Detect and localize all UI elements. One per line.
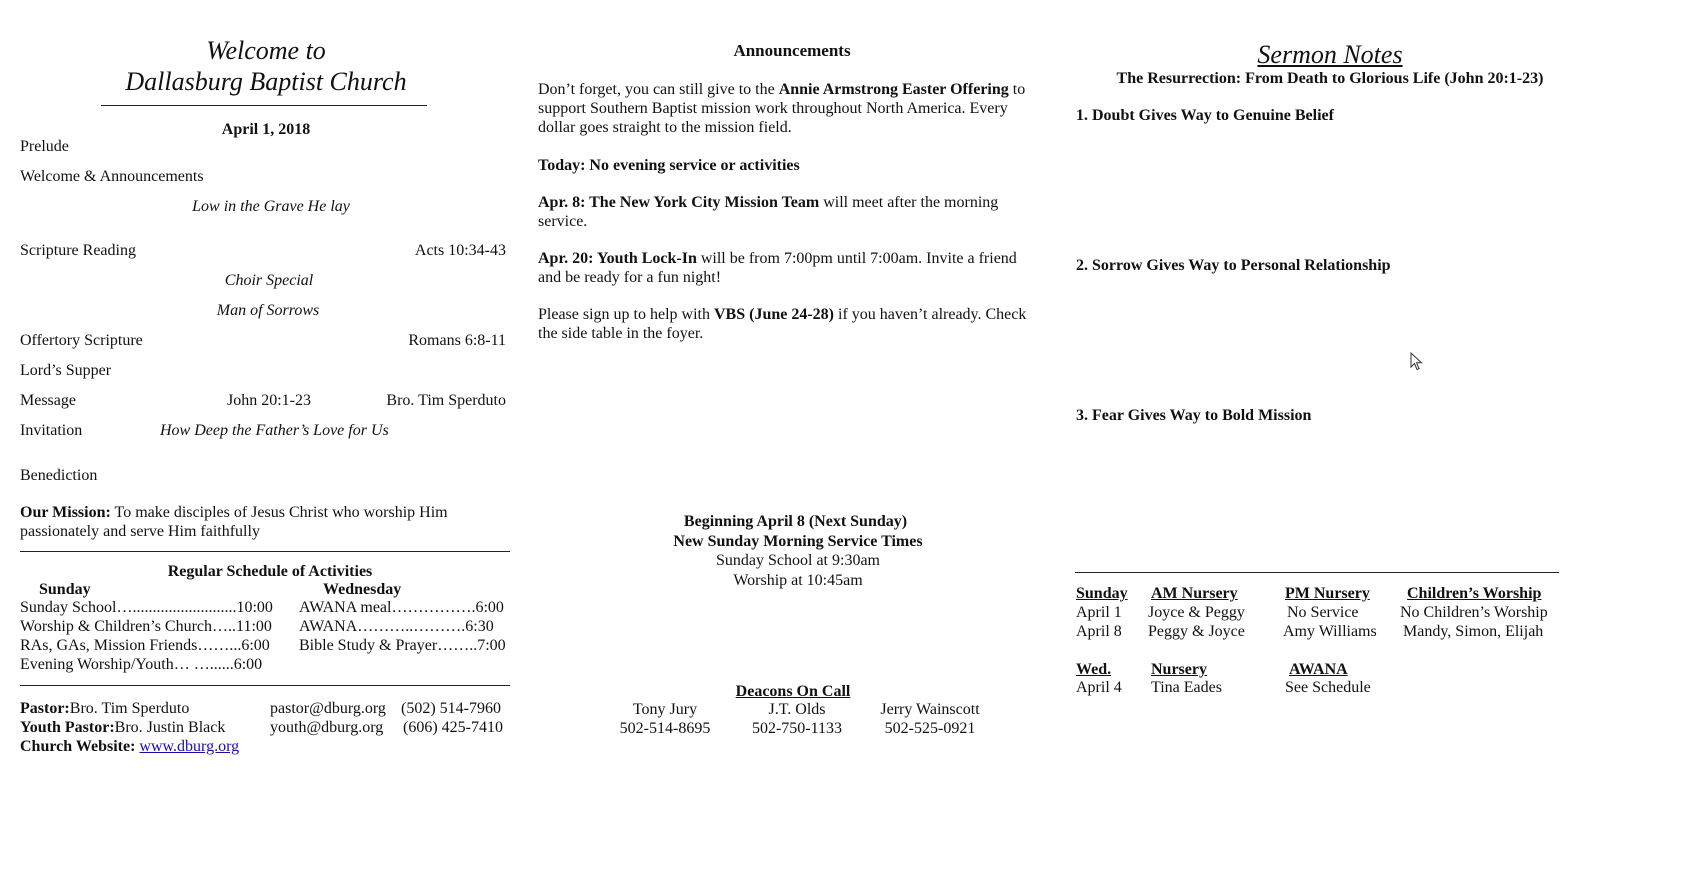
prelude-label: Prelude (20, 138, 69, 155)
announcements-title: Announcements (733, 41, 851, 60)
deacon-phone: 502-514-8695 (619, 720, 711, 737)
choir-song-title: Man of Sorrows (216, 302, 320, 319)
mouse-cursor-icon (1410, 352, 1424, 372)
deacon-name: J.T. Olds (768, 701, 826, 718)
sermon-point-1: 1. Doubt Gives Way to Genuine Belief (1076, 107, 1334, 124)
wednesday-cell: April 4 (1076, 679, 1122, 696)
nursery-cell: Peggy & Joyce (1148, 623, 1245, 640)
wednesday-schedule-item: AWANA meal…………….6:00 (299, 599, 504, 616)
message-ref: John 20:1-23 (227, 392, 311, 409)
nursery-cell: April 1 (1076, 604, 1122, 621)
announcement-vbs (538, 305, 1043, 343)
youth-pastor-phone: (606) 425-7410 (403, 719, 503, 736)
sermon-point-3: 3. Fear Gives Way to Bold Mission (1076, 407, 1312, 424)
youth-pastor-email[interactable]: youth@dburg.org (270, 719, 384, 736)
announcement-lock-in (538, 249, 1038, 287)
sermon-subtitle: The Resurrection: From Death to Glorious Life (John 20:1-23) (1116, 70, 1544, 87)
announcement-highlight: VBS (June 24-28) (713, 306, 834, 323)
announcement-text: to support Southern Baptist mission work throughout North America. Every dollar goes straight to the mission field. (538, 81, 1026, 136)
nursery-divider (1075, 572, 1559, 573)
mission-label: Our Mission: (20, 504, 111, 521)
lords-supper-label: Lord’s Supper (20, 362, 112, 379)
contacts-divider (20, 685, 510, 686)
sermon-notes-title: Sermon Notes (1257, 40, 1403, 69)
invitation-song: How Deep the Father’s Love for Us (160, 422, 389, 439)
church-website (20, 737, 239, 756)
wednesday-cell: Tina Eades (1151, 679, 1222, 696)
message-speaker: Bro. Tim Sperduto (386, 392, 506, 409)
service-times-line4: Worship at 10:45am (733, 572, 863, 589)
nursery-cell: April 8 (1076, 623, 1122, 640)
deacon-name: Jerry Wainscott (880, 701, 980, 718)
announcement-highlight: Apr. 8: The New York City Mission Team (538, 194, 820, 211)
announcement-text: if you haven’t already. Check the side table in the foyer. (538, 306, 1027, 342)
nursery-cell: No Children’s Worship (1400, 604, 1548, 621)
mission-statement (20, 503, 480, 541)
sunday-schedule-item: Sunday School…..........................10:00 (20, 599, 273, 616)
pastor-label: Pastor: (20, 700, 70, 717)
nursery-cell: Joyce & Peggy (1148, 604, 1245, 621)
deacon-phone: 502-750-1133 (751, 720, 843, 737)
wednesday-schedule-item: Bible Study & Prayer……..7:00 (299, 637, 506, 654)
service-times-line3: Sunday School at 9:30am (716, 552, 880, 569)
invitation-label: Invitation (20, 422, 83, 439)
pastor-phone: (502) 514-7960 (401, 700, 501, 717)
wednesday-header: Wed. (1076, 661, 1112, 678)
nursery-header-sunday: Sunday (1076, 585, 1128, 602)
deacon-phone: 502-525-0921 (884, 720, 976, 737)
wednesday-cell: See Schedule (1285, 679, 1371, 696)
service-date: April 1, 2018 (221, 121, 311, 138)
announcement-text: Don’t forget, you can still give to the (538, 81, 779, 98)
announcement-text: will be from 7:00pm until 7:00am. Invite a friend and be ready for a fun night! (538, 250, 1017, 286)
benediction-label: Benediction (20, 467, 98, 484)
sunday-schedule-item: Worship & Children’s Church…..11:00 (20, 618, 272, 635)
schedule-wednesday-header: Wednesday (323, 581, 402, 598)
nursery-header-pm: PM Nursery (1285, 585, 1370, 602)
schedule-sunday-header: Sunday (39, 581, 91, 598)
hymn-title: Low in the Grave He lay (192, 198, 350, 215)
deacons-title: Deacons On Call (735, 683, 851, 700)
service-times-line2: New Sunday Morning Service Times (673, 533, 923, 550)
announcement-text: Please sign up to help with (538, 306, 714, 323)
schedule-divider (20, 551, 510, 552)
offertory-ref: Romans 6:8-11 (408, 332, 506, 349)
nursery-header-childrens-worship: Children’s Worship (1407, 585, 1542, 602)
offertory-scripture-label: Offertory Scripture (20, 332, 143, 349)
nursery-cell: Amy Williams (1283, 623, 1377, 640)
youth-pastor-contact (20, 718, 225, 737)
announcement-offering (538, 80, 1043, 137)
website-label: Church Website: (20, 738, 136, 755)
youth-pastor-name: Bro. Justin Black (114, 719, 226, 736)
announcement-mission-team (538, 193, 1028, 231)
announcement-today: Today: No evening service or activities (538, 157, 800, 174)
youth-pastor-label: Youth Pastor: (20, 719, 115, 736)
pastor-email[interactable]: pastor@dburg.org (270, 700, 386, 717)
sunday-schedule-item: Evening Worship/Youth… …......6:00 (20, 656, 263, 673)
mission-text: To make disciples of Jesus Christ who worship Him passionately and serve Him faithfully (20, 504, 448, 540)
service-times-line1: Beginning April 8 (Next Sunday) (683, 513, 908, 530)
pastor-contact (20, 699, 189, 718)
nursery-header-am: AM Nursery (1151, 585, 1238, 602)
wednesday-awana-header: AWANA (1289, 661, 1348, 678)
wednesday-schedule-item: AWANA………..……….6:30 (299, 618, 494, 635)
deacon-name: Tony Jury (632, 701, 698, 718)
wednesday-nursery-header: Nursery (1151, 661, 1207, 678)
sermon-point-2: 2. Sorrow Gives Way to Personal Relationship (1076, 257, 1391, 274)
message-label: Message (20, 392, 76, 409)
scripture-reading-ref: Acts 10:34-43 (414, 242, 506, 259)
church-name: Dallasburg Baptist Church (125, 67, 407, 96)
announcement-highlight: Annie Armstrong Easter Offering (778, 81, 1009, 98)
title-divider (101, 105, 427, 106)
pastor-name: Bro. Tim Sperduto (69, 700, 190, 717)
choir-special-label: Choir Special (224, 272, 314, 289)
website-link[interactable]: www.dburg.org (139, 738, 240, 755)
welcome-announcements-label: Welcome & Announcements (20, 168, 204, 185)
scripture-reading-label: Scripture Reading (20, 242, 136, 259)
announcement-highlight: Apr. 20: Youth Lock-In (538, 250, 697, 267)
schedule-title: Regular Schedule of Activities (167, 563, 373, 580)
announcement-text: will meet after the morning service. (538, 194, 999, 230)
sunday-schedule-item: RAs, GAs, Mission Friends……...6:00 (20, 637, 270, 654)
nursery-cell: No Service (1287, 604, 1359, 621)
nursery-cell: Mandy, Simon, Elijah (1403, 623, 1544, 640)
welcome-line-1: Welcome to (206, 36, 326, 65)
